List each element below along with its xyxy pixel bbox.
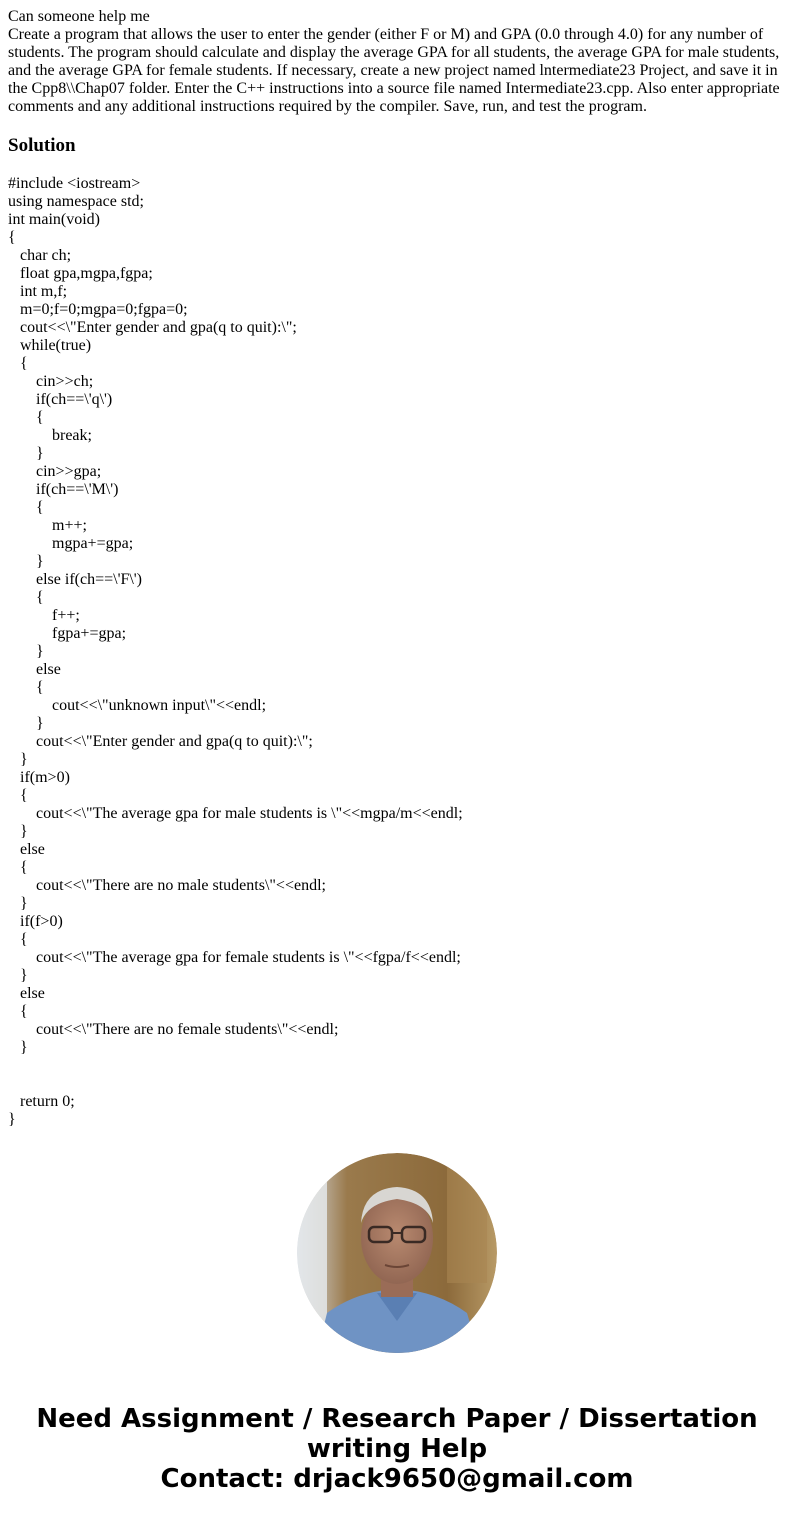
question-heading: Can someone help me (8, 8, 150, 25)
code-line: { (8, 679, 44, 696)
code-line: else (8, 985, 45, 1002)
code-line: { (8, 859, 28, 876)
code-line: cout<<\"The average gpa for male students is \"<<mgpa/m<<endl; (8, 805, 463, 822)
code-line (8, 1057, 786, 1075)
code-line: m=0;f=0;mgpa=0;fgpa=0; (8, 301, 188, 318)
promo-line-2: writing Help (306, 1434, 488, 1464)
code-line: cout<<\"Enter gender and gpa(q to quit):\"; (8, 319, 297, 336)
code-line: { (8, 229, 16, 246)
code-line: using namespace std; (8, 193, 144, 210)
code-line: } (8, 715, 44, 732)
code-line: } (8, 967, 28, 984)
code-line: cout<<\"There are no female students\"<<endl; (8, 1021, 339, 1038)
promo-line-1: Need Assignment / Research Paper / Dissertation (36, 1404, 758, 1434)
code-line: while(true) (8, 337, 92, 354)
code-line: if(ch==\'q\') (8, 391, 113, 408)
code-line: cout<<\"unknown input\"<<endl; (8, 697, 267, 714)
code-line: } (8, 823, 28, 840)
code-block (8, 175, 786, 1129)
code-line: } (8, 751, 28, 768)
code-line: { (8, 499, 44, 516)
author-photo (297, 1153, 497, 1353)
promo-banner (0, 1404, 794, 1494)
code-line: int m,f; (8, 283, 68, 300)
code-line: } (8, 895, 28, 912)
code-line: if(ch==\'M\') (8, 481, 119, 498)
code-line: break; (8, 427, 92, 444)
code-line: { (8, 589, 44, 606)
code-line: return 0; (8, 1093, 75, 1110)
code-line: cin>>gpa; (8, 463, 102, 480)
question-body: Create a program that allows the user to enter the gender (either F or M) and GPA (0.0 through 4.0) for any number of students. The program should calculate and display the average GPA for all students, the average GPA for male students, and the average GPA for female students. If necessary, create a new project named lntermediate23 Project, and save it in the Cpp8\\Chap07 folder. Enter the C++ instructions into a source file named Intermediate23.cpp. Also enter appropriate comments and any additional instructions required by the compiler. Save, run, and test the program. (8, 26, 780, 115)
page-content (8, 8, 786, 1129)
code-line: } (8, 445, 44, 462)
code-line (8, 1075, 786, 1093)
code-line: if(m>0) (8, 769, 70, 786)
code-line: fgpa+=gpa; (8, 625, 127, 642)
code-line: mgpa+=gpa; (8, 535, 134, 552)
code-line: if(f>0) (8, 913, 63, 930)
code-line: m++; (8, 517, 87, 534)
code-line: cout<<\"There are no male students\"<<endl; (8, 877, 326, 894)
solution-title: Solution (8, 135, 76, 156)
code-line: } (8, 553, 44, 570)
code-line: } (8, 1039, 28, 1056)
code-line: #include <iostream> (8, 175, 141, 192)
code-line: else if(ch==\'F\') (8, 571, 143, 588)
code-line: f++; (8, 607, 80, 624)
code-line: float gpa,mgpa,fgpa; (8, 265, 153, 282)
code-line: cout<<\"Enter gender and gpa(q to quit):\"; (8, 733, 313, 750)
code-line: int main(void) (8, 211, 100, 228)
code-line: char ch; (8, 247, 72, 264)
code-line: cin>>ch; (8, 373, 94, 390)
promo-contact: Contact: drjack9650@gmail.com (160, 1464, 634, 1494)
code-line: } (8, 1111, 16, 1128)
code-line: else (8, 661, 61, 678)
code-line: { (8, 787, 28, 804)
code-line: { (8, 355, 28, 372)
code-line: } (8, 643, 44, 660)
code-line: else (8, 841, 45, 858)
code-line: { (8, 1003, 28, 1020)
code-line: { (8, 931, 28, 948)
code-line: { (8, 409, 44, 426)
code-line: cout<<\"The average gpa for female students is \"<<fgpa/f<<endl; (8, 949, 461, 966)
